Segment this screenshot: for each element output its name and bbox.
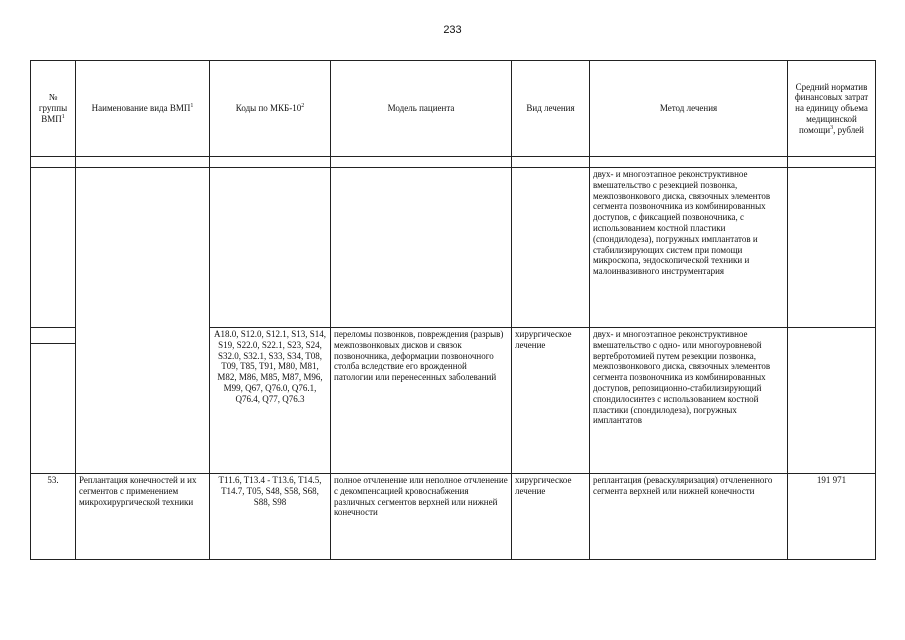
header-method: Метод лечения	[590, 61, 788, 157]
codes-cell	[210, 168, 331, 328]
codes-cell: T11.6, T13.4 - T13.6, T14.5, T14.7, T05, S48, S58, S68, S88, S98	[210, 474, 331, 560]
header-group-no: № группы ВМП$^1$	[31, 61, 76, 157]
name-cell: Реплантация конечностей и их сегментов с применением микрохирургической техники	[76, 474, 210, 560]
cost-cell: 191 971	[788, 474, 876, 560]
vmp-table	[30, 60, 876, 560]
header-row	[31, 61, 876, 157]
model-cell	[331, 168, 512, 328]
header-spacer-row	[31, 157, 876, 168]
method-cell: двух- и многоэтапное реконструктивное вмешательство с одно- или многоуровневой вертебротомией путем резекции позвонка, межпозвонкового диска, связочных элементов сегмента позвоночника из комбинированных доступов, репозиционно-стабилизирующий спондилосинтез с использованием костной пластики (спондилодеза), погружных имплантатов	[590, 328, 788, 474]
header-model: Модель пациента	[331, 61, 512, 157]
method-cell: двух- и многоэтапное реконструктивное вмешательство с резекцией позвонка, межпозвонкового диска, связочных элементов сегмента позвоночника из комбинированных доступов, с фиксацией позвоночника, с использованием костной пластики (спондилодеза), погружных имплантатов и стабилизирующих систем при помощи микроскопа, эндоскопической техники и малоинвазивного инструментария	[590, 168, 788, 328]
treatment-type-cell: хирургическое лечение	[512, 474, 590, 560]
codes-cell: A18.0, S12.0, S12.1, S13, S14, S19, S22.0, S22.1, S23, S24, S32.0, S32.1, S33, S34, T08, T09, T85, T91, M80, M81, M82, M86, M85, M87, M96, M99, Q67, Q76.0, Q76.1, Q76.4, Q77, Q76.3	[210, 328, 331, 474]
cost-cell	[788, 328, 876, 474]
treatment-type-cell	[512, 168, 590, 328]
group-no-cell	[31, 168, 76, 328]
name-cell	[76, 168, 210, 474]
method-cell: реплантация (реваскуляризация) отчлененного сегмента верхней или нижней конечности	[590, 474, 788, 560]
header-treatment-type: Вид лечения	[512, 61, 590, 157]
group-no-cell: 53.	[31, 474, 76, 560]
group-no-cell	[31, 328, 76, 474]
treatment-type-cell: хирургическое лечение	[512, 328, 590, 474]
header-codes: Коды по МКБ-$10^2$	[210, 61, 331, 157]
model-cell: переломы позвонков, повреждения (разрыв) межпозвонковых дисков и связок позвоночника, деформации позвоночного столба вследствие его врожденной патологии или перенесенных заболеваний	[331, 328, 512, 474]
header-name: Наименование вида ВМП$^1$	[76, 61, 210, 157]
table-row	[31, 168, 876, 328]
model-cell: полное отчленение или неполное отчленение с декомпенсацией кровоснабжения различных сегментов верхней или нижней конечности	[331, 474, 512, 560]
header-cost: Средний норматив финансовых затрат на единицу объема медицинской помощи$^3$, рублей	[788, 61, 876, 157]
table-row	[31, 474, 876, 560]
cost-cell	[788, 168, 876, 328]
page-number: 233	[443, 24, 462, 36]
